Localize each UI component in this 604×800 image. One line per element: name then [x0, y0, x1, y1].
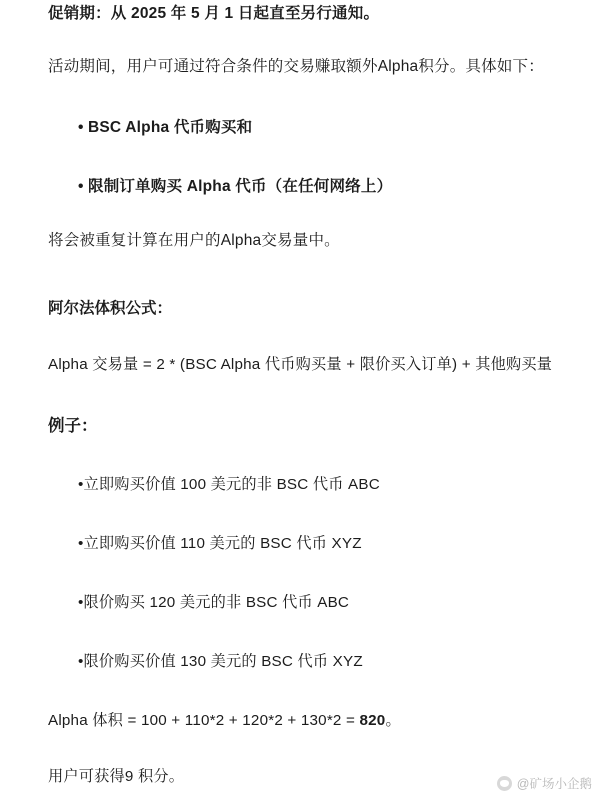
example-heading: 例子： [48, 417, 98, 435]
list-item-label: 立即购买价值 100 美元的非 BSC 代币 ABC [83, 476, 380, 493]
bullet-glyph: • [78, 476, 84, 493]
list-item [78, 175, 574, 198]
points-result-paragraph: 用户可获得9 积分。 [48, 768, 185, 785]
list-item-label: 限价购买价值 130 美元的 BSC 代币 XYZ [83, 653, 363, 670]
list-item [78, 116, 574, 139]
formula-heading: 阿尔法体积公式： [48, 300, 173, 317]
list-item [78, 533, 574, 556]
volume-result-value: 820 [359, 712, 386, 729]
list-item [78, 651, 574, 674]
list-item [78, 474, 574, 497]
watermark [497, 774, 592, 792]
repeat-note-paragraph: 将会被重复计算在用户的Alpha交易量中。 [48, 232, 340, 249]
bullet-glyph: • [78, 178, 84, 195]
bullet-glyph: • [78, 535, 84, 552]
bullet-glyph: • [78, 119, 84, 136]
formula-paragraph: Alpha 交易量 = 2 * (BSC Alpha 代币购买量 + 限价买入订单) + 其他购买量 [48, 356, 553, 373]
promo-period-paragraph: 促销期：从 2025 年 5 月 1 日起直至另行通知。 [48, 5, 380, 22]
list-item [78, 592, 574, 615]
weibo-icon [497, 776, 512, 791]
list-item-label: 限价购买 120 美元的非 BSC 代币 ABC [83, 594, 350, 611]
bullet-glyph: • [78, 594, 84, 611]
volume-result-prefix: Alpha 体积 = 100 + 110*2 + 120*2 + 130*2 = [48, 712, 360, 729]
intro-paragraph: 活动期间，用户可通过符合条件的交易赚取额外Alpha积分。具体如下： [48, 58, 544, 75]
bullet-glyph: • [78, 653, 84, 670]
list-item-label: 立即购买价值 110 美元的 BSC 代币 XYZ [83, 535, 362, 552]
list-item-label: BSC Alpha 代币购买和 [88, 119, 253, 136]
list-item-label: 限制订单购买 Alpha 代币（在任何网络上） [88, 178, 393, 195]
volume-result-suffix: 。 [385, 712, 401, 729]
watermark-label: @矿场小企鹅 [516, 777, 592, 791]
volume-result-paragraph [48, 710, 584, 733]
